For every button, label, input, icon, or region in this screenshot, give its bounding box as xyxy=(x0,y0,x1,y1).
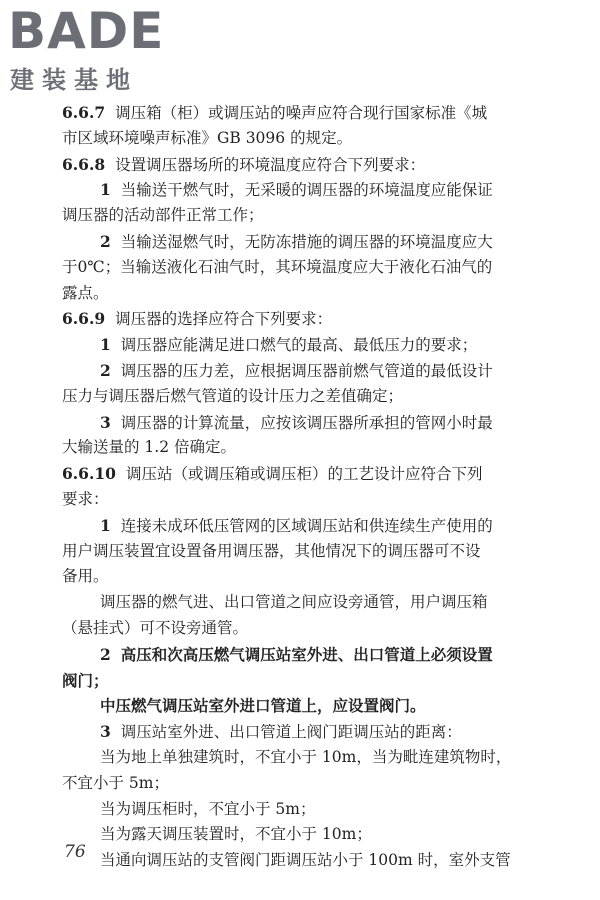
line-text: 当为调压柜时，不宜小于 5m； xyxy=(100,799,316,818)
line-text: 压力与调压器后燃气管道的设计压力之差值确定； xyxy=(62,386,404,405)
line-text: 当通向调压站的支管阀门距调压站小于 100m 时，室外支管 xyxy=(100,851,511,870)
bade-logo xyxy=(8,2,208,94)
line-text: 当为地上单独建筑时，不宜小于 10m，当为毗连建筑物时， xyxy=(100,747,512,766)
text-line xyxy=(62,539,532,565)
text-line xyxy=(62,461,532,487)
item-number: 2 xyxy=(100,644,111,664)
section-number: 6.6.8 xyxy=(62,154,106,174)
text-line xyxy=(62,203,532,229)
text-line xyxy=(62,771,532,797)
section-number: 6.6.9 xyxy=(62,309,106,329)
text-line xyxy=(62,306,532,332)
section-number: 6.6.10 xyxy=(62,464,116,484)
item-number: 3 xyxy=(100,722,111,742)
section-number: 6.6.7 xyxy=(62,103,106,122)
text-line xyxy=(62,410,532,436)
text-line xyxy=(62,255,532,281)
line-text: 调压器的压力差，应根据调压器前燃气管道的最低设计 xyxy=(120,361,493,380)
line-text: 当输送干燃气时，无采暖的调压器的环境温度应能保证 xyxy=(120,181,493,200)
text-line xyxy=(62,126,532,152)
line-text: 于0℃；当输送液化石油气时，其环境温度应大于液化石油气的 xyxy=(62,257,493,276)
text-line xyxy=(62,435,532,461)
text-line xyxy=(62,616,532,642)
item-number: 3 xyxy=(100,412,111,432)
line-text: 连接未成环低压管网的区域调压站和供连续生产使用的 xyxy=(120,516,493,535)
text-line xyxy=(62,177,532,203)
line-text: 露点。 xyxy=(62,283,109,302)
text-line xyxy=(62,719,532,745)
text-line xyxy=(62,797,532,823)
page-number: 76 xyxy=(64,842,86,862)
item-number: 1 xyxy=(100,180,111,200)
line-text: 大输送量的 1.2 倍确定。 xyxy=(62,438,237,457)
line-text: 调压器的计算流量，应按该调压器所承担的管网小时最 xyxy=(120,413,493,432)
text-line xyxy=(62,668,532,694)
document-body xyxy=(62,100,532,874)
text-line xyxy=(62,281,532,307)
text-line xyxy=(62,332,532,358)
item-number: 2 xyxy=(100,231,111,251)
text-line xyxy=(62,358,532,384)
text-line xyxy=(62,693,532,719)
line-text: 调压站（或调压箱或调压柜）的工艺设计应符合下列 xyxy=(125,465,483,484)
line-text: 备用。 xyxy=(62,567,109,586)
line-text: 当输送湿燃气时，无防冻措施的调压器的环境温度应大 xyxy=(120,232,493,251)
line-text: 调压器应能满足进口燃气的最高、最低压力的要求； xyxy=(120,336,478,355)
text-line xyxy=(62,745,532,771)
item-number: 1 xyxy=(100,515,111,535)
text-line xyxy=(62,590,532,616)
line-text: 用户调压装置宜设置备用调压器，其他情况下的调压器可不设 xyxy=(62,541,481,560)
line-text: 调压器的活动部件正常工作； xyxy=(62,206,264,225)
item-number: 2 xyxy=(100,360,111,380)
line-text: 当为露天调压装置时，不宜小于 10m； xyxy=(100,825,372,844)
text-line xyxy=(62,564,532,590)
text-line xyxy=(62,229,532,255)
line-text: 要求： xyxy=(62,489,109,508)
line-text: 高压和次高压燃气调压站室外进、出口管道上必须设置 xyxy=(120,644,493,664)
text-line xyxy=(62,642,532,668)
line-text: 调压器的选择应符合下列要求： xyxy=(115,310,333,329)
line-text: 市区域环境噪声标准》GB 3096 的规定。 xyxy=(62,128,353,147)
line-text: 阀门； xyxy=(62,670,109,690)
item-number: 1 xyxy=(100,335,111,355)
line-text: 设置调压器场所的环境温度应符合下列要求： xyxy=(115,155,426,174)
line-text: 中压燃气调压站室外进口管道上，应设置阀门。 xyxy=(100,696,426,716)
line-text: 调压站室外进、出口管道上阀门距调压站的距离： xyxy=(120,723,462,742)
text-line xyxy=(62,848,532,874)
text-line xyxy=(62,487,532,513)
line-text: （悬挂式）可不设旁通管。 xyxy=(62,618,249,637)
text-line xyxy=(62,513,532,539)
logo-subtitle: 建装基地 xyxy=(10,66,138,94)
line-text: 调压箱（柜）或调压站的噪声应符合现行国家标准《城 xyxy=(115,104,488,122)
line-text: 不宜小于 5m； xyxy=(62,773,169,792)
logo-text: BADE xyxy=(8,2,165,60)
text-line xyxy=(62,100,532,126)
text-line xyxy=(62,384,532,410)
text-line xyxy=(62,152,532,178)
text-line xyxy=(62,822,532,848)
line-text: 调压器的燃气进、出口管道之间应设旁通管，用户调压箱 xyxy=(100,593,488,612)
